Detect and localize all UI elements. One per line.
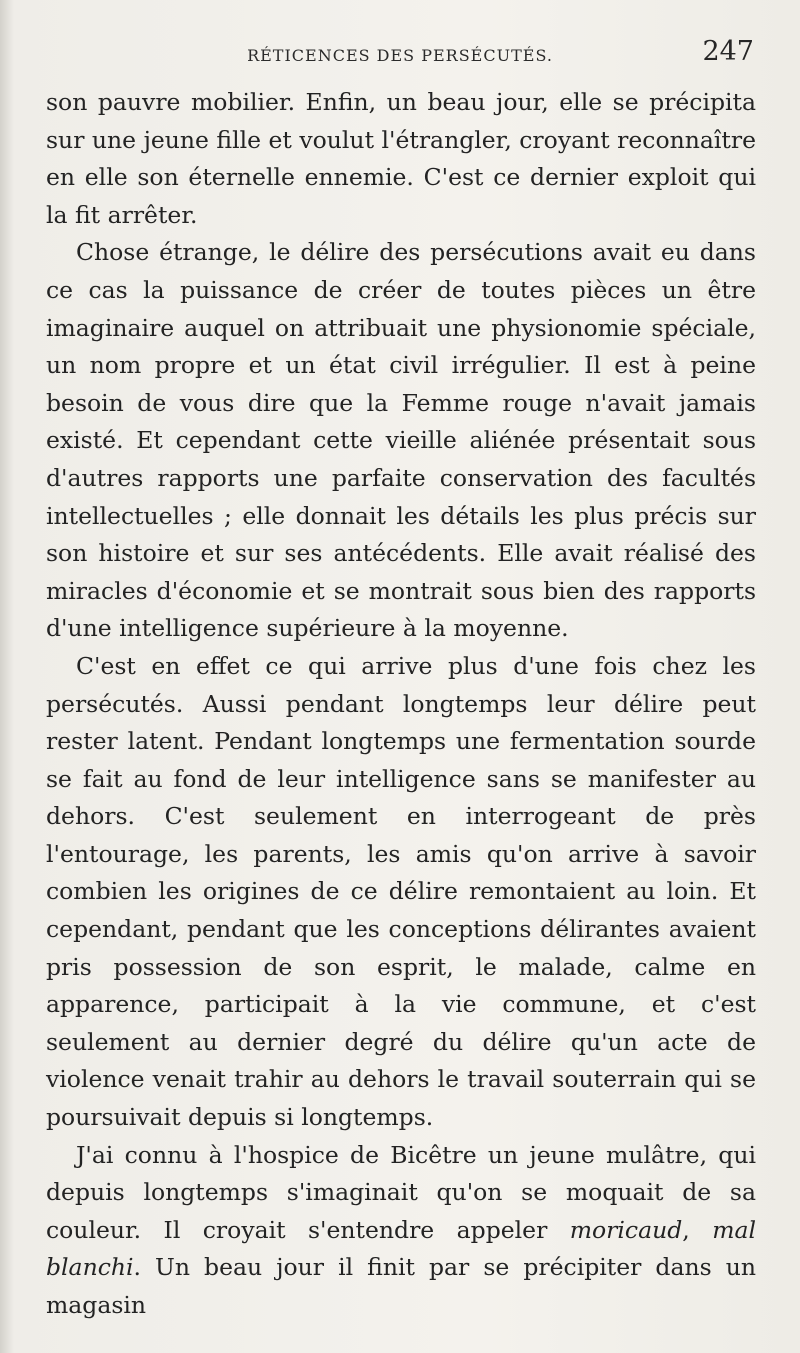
italic-term: mal blanchi — [46, 1215, 756, 1282]
paragraph-last — [46, 1137, 756, 1325]
paragraph: C'est en effet ce qui arrive plus d'une fois chez les persécutés. Aussi pendant longtemps leur délire peut rester latent. Pendant longtemps une fermentation sourde se fait au fond de leur intelligence sans se manifester au dehors. C'est seulement en interrogeant de près l'entourage, les parents, les amis qu'on arrive à savoir combien les origines de ce délire remontaient au loin. Et cependant, pendant que les conceptions délirantes avaient pris possession de son esprit, le malade, calme en apparence, participait à la vie commune, et c'est seulement au dernier degré du délire qu'un acte de violence venait trahir au dehors le travail souterrain qui se poursuivait depuis si longtemps. — [46, 651, 756, 1132]
page-header — [46, 36, 754, 72]
body-text — [46, 84, 756, 1325]
running-title: RÉTICENCES DES PERSÉCUTÉS. — [247, 46, 553, 65]
italic-term: moricaud — [569, 1215, 683, 1244]
page-number: 247 — [702, 36, 754, 67]
paragraph-text: , — [682, 1215, 713, 1244]
paragraph: Chose étrange, le délire des persécutions avait eu dans ce cas la puissance de créer de toutes pièces un être imaginaire auquel on attribuait une physionomie spéciale, un nom propre et un état civil irrégulier. Il est à peine besoin de vous dire que la Femme rouge n'avait jamais existé. Et cependant cette vieille aliénée présentait sous d'autres rapports une parfaite conservation des facultés intellectuelles ; elle donnait les détails les plus précis sur son histoire et sur ses antécédents. Elle avait réalisé des miracles d'économie et se montrait sous bien des rapports d'une intelligence supérieure à la moyenne. — [46, 238, 756, 643]
paragraph-continuation: son pauvre mobilier. Enfin, un beau jour, elle se précipita sur une jeune fille et voulut l'étrangler, croyant reconnaître en elle son éternelle ennemie. C'est ce dernier exploit qui la fit arrêter. — [46, 88, 756, 229]
paragraph-text: J'ai connu à l'hospice de Bicêtre un jeune mulâtre, qui depuis longtemps s'imaginait qu'on se moquait de sa couleur. Il croyait s'entendre appeler — [46, 1140, 756, 1244]
paragraph-text: . Un beau jour il finit par se précipiter dans un magasin — [46, 1253, 756, 1319]
